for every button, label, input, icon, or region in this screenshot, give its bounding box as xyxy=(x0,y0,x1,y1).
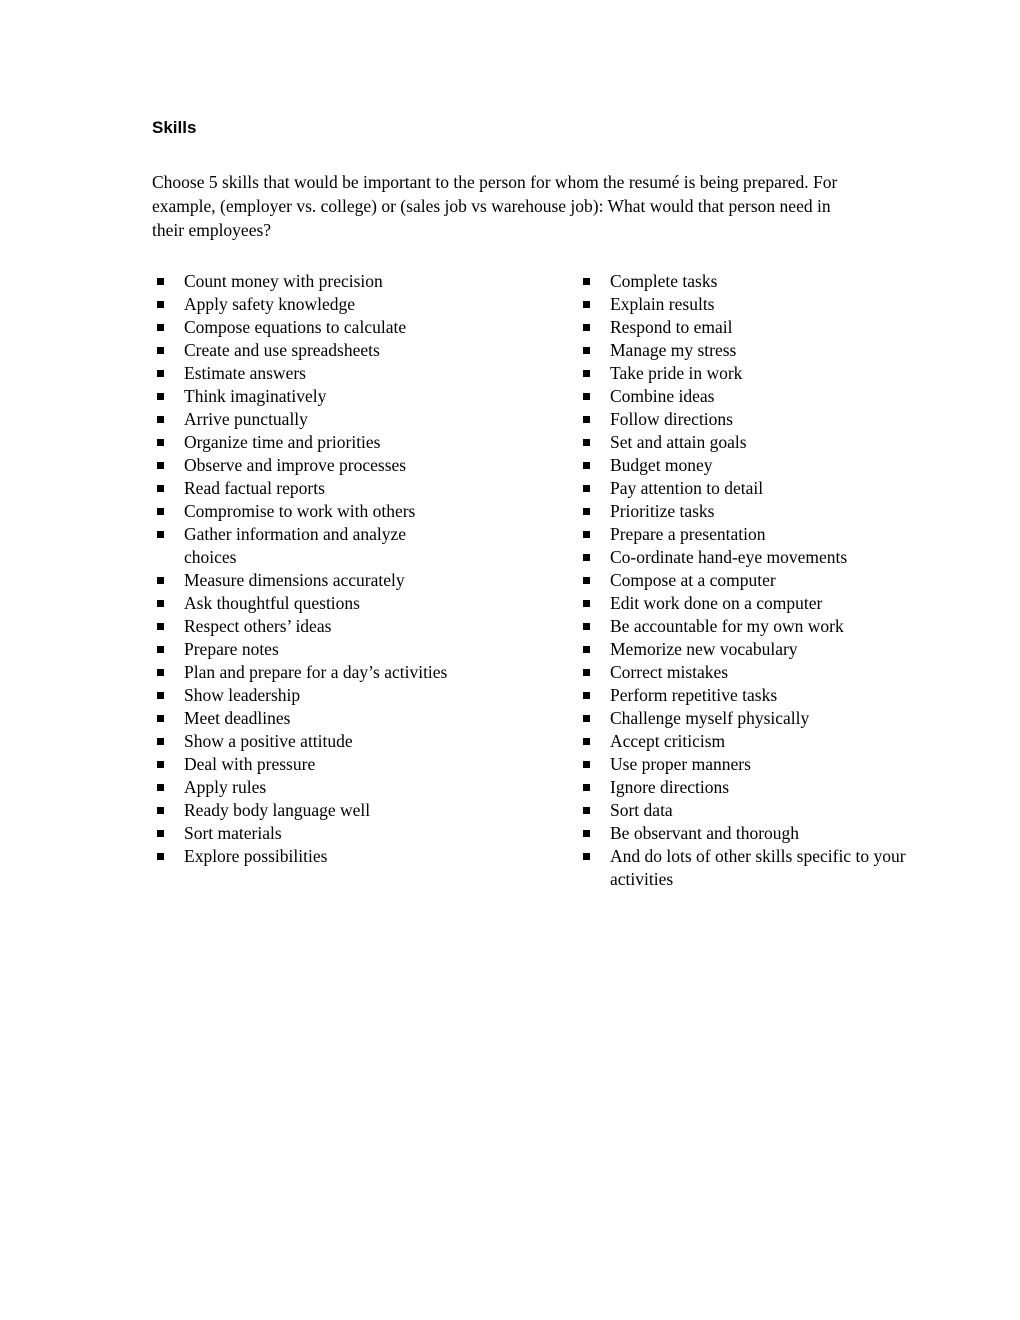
list-item xyxy=(578,454,938,477)
skill-label: Sort data xyxy=(610,800,673,820)
list-item xyxy=(152,270,578,293)
skill-label: Apply rules xyxy=(184,777,267,797)
list-item xyxy=(152,454,578,477)
square-bullet-icon xyxy=(157,531,164,538)
list-item xyxy=(578,569,938,592)
list-item xyxy=(152,822,578,845)
skill-label: Pay attention to detail xyxy=(610,478,764,498)
list-item xyxy=(152,362,578,385)
skill-label: Use proper manners xyxy=(610,754,751,774)
skill-label: Memorize new vocabulary xyxy=(610,639,798,659)
square-bullet-icon xyxy=(157,830,164,837)
list-item xyxy=(152,293,578,316)
square-bullet-icon xyxy=(157,439,164,446)
square-bullet-icon xyxy=(157,807,164,814)
square-bullet-icon xyxy=(157,738,164,745)
list-item xyxy=(152,638,578,661)
skill-label: And do lots of other skills specific to your activities xyxy=(610,846,906,889)
square-bullet-icon xyxy=(583,669,590,676)
square-bullet-icon xyxy=(583,692,590,699)
list-item xyxy=(152,707,578,730)
skill-label: Ready body language well xyxy=(184,800,371,820)
skill-label: Challenge myself physically xyxy=(610,708,810,728)
square-bullet-icon xyxy=(583,416,590,423)
square-bullet-icon xyxy=(583,577,590,584)
skill-label: Show a positive attitude xyxy=(184,731,353,751)
skills-list-right xyxy=(578,270,938,891)
list-item xyxy=(578,592,938,615)
list-item xyxy=(152,408,578,431)
skill-label: Plan and prepare for a day’s activities xyxy=(184,662,448,682)
square-bullet-icon xyxy=(583,508,590,515)
list-item xyxy=(152,569,578,592)
list-item xyxy=(578,293,938,316)
list-item xyxy=(152,477,578,500)
skill-label: Organize time and priorities xyxy=(184,432,381,452)
square-bullet-icon xyxy=(583,761,590,768)
square-bullet-icon xyxy=(583,738,590,745)
square-bullet-icon xyxy=(157,416,164,423)
skill-label: Manage my stress xyxy=(610,340,737,360)
skill-label: Estimate answers xyxy=(184,363,306,383)
square-bullet-icon xyxy=(583,278,590,285)
skill-label: Prioritize tasks xyxy=(610,501,715,521)
list-item xyxy=(578,615,938,638)
skill-label: Observe and improve processes xyxy=(184,455,407,475)
square-bullet-icon xyxy=(583,324,590,331)
skill-label: Combine ideas xyxy=(610,386,715,406)
square-bullet-icon xyxy=(157,623,164,630)
list-item xyxy=(578,661,938,684)
square-bullet-icon xyxy=(583,554,590,561)
square-bullet-icon xyxy=(583,600,590,607)
skills-list-left xyxy=(152,270,578,868)
skill-label: Compromise to work with others xyxy=(184,501,416,521)
skill-label: Arrive punctually xyxy=(184,409,308,429)
skill-label: Ask thoughtful questions xyxy=(184,593,360,613)
list-item xyxy=(578,500,938,523)
skill-label: Budget money xyxy=(610,455,713,475)
skill-label: Perform repetitive tasks xyxy=(610,685,778,705)
square-bullet-icon xyxy=(157,347,164,354)
square-bullet-icon xyxy=(583,853,590,860)
list-item xyxy=(578,753,938,776)
square-bullet-icon xyxy=(583,807,590,814)
skills-columns xyxy=(152,270,910,891)
list-item xyxy=(152,592,578,615)
square-bullet-icon xyxy=(583,370,590,377)
square-bullet-icon xyxy=(157,508,164,515)
skill-label: Co-ordinate hand-eye movements xyxy=(610,547,848,567)
square-bullet-icon xyxy=(583,462,590,469)
skill-label: Explore possibilities xyxy=(184,846,328,866)
skill-label: Set and attain goals xyxy=(610,432,747,452)
skill-label: Gather information and analyze choices xyxy=(184,524,407,567)
square-bullet-icon xyxy=(157,761,164,768)
list-item xyxy=(152,316,578,339)
square-bullet-icon xyxy=(157,715,164,722)
list-item xyxy=(578,845,938,891)
list-item xyxy=(152,799,578,822)
page-title: Skills xyxy=(152,118,197,137)
list-item xyxy=(578,684,938,707)
skill-label: Prepare a presentation xyxy=(610,524,766,544)
square-bullet-icon xyxy=(157,646,164,653)
list-item xyxy=(152,385,578,408)
skill-label: Explain results xyxy=(610,294,715,314)
skill-label: Be accountable for my own work xyxy=(610,616,844,636)
square-bullet-icon xyxy=(583,623,590,630)
skill-label: Measure dimensions accurately xyxy=(184,570,405,590)
skill-label: Compose at a computer xyxy=(610,570,776,590)
square-bullet-icon xyxy=(583,715,590,722)
list-item xyxy=(578,707,938,730)
list-item xyxy=(152,500,578,523)
list-item xyxy=(152,523,578,569)
skill-label: Ignore directions xyxy=(610,777,730,797)
skill-label: Show leadership xyxy=(184,685,301,705)
intro-paragraph: Choose 5 skills that would be important to the person for whom the resumé is being prepared. For example, (employer vs. college) or (sales job vs warehouse job): What would that person need in their employees? xyxy=(152,172,838,240)
square-bullet-icon xyxy=(583,531,590,538)
skill-label: Respect others’ ideas xyxy=(184,616,332,636)
list-item xyxy=(578,477,938,500)
list-item xyxy=(152,776,578,799)
square-bullet-icon xyxy=(157,485,164,492)
skill-label: Apply safety knowledge xyxy=(184,294,356,314)
list-item xyxy=(578,799,938,822)
list-item xyxy=(578,822,938,845)
list-item xyxy=(578,776,938,799)
skill-label: Be observant and thorough xyxy=(610,823,800,843)
list-item xyxy=(152,684,578,707)
square-bullet-icon xyxy=(157,692,164,699)
list-item xyxy=(152,753,578,776)
list-item xyxy=(152,615,578,638)
list-item xyxy=(578,316,938,339)
list-item xyxy=(152,661,578,684)
square-bullet-icon xyxy=(583,485,590,492)
skill-label: Compose equations to calculate xyxy=(184,317,407,337)
list-item xyxy=(578,546,938,569)
square-bullet-icon xyxy=(157,600,164,607)
skill-label: Edit work done on a computer xyxy=(610,593,823,613)
list-item xyxy=(578,385,938,408)
list-item xyxy=(578,638,938,661)
skill-label: Sort materials xyxy=(184,823,282,843)
square-bullet-icon xyxy=(583,439,590,446)
skill-label: Complete tasks xyxy=(610,271,718,291)
list-item xyxy=(578,362,938,385)
list-item xyxy=(578,523,938,546)
square-bullet-icon xyxy=(157,462,164,469)
skill-label: Deal with pressure xyxy=(184,754,316,774)
square-bullet-icon xyxy=(583,347,590,354)
square-bullet-icon xyxy=(157,324,164,331)
square-bullet-icon xyxy=(583,393,590,400)
list-item xyxy=(578,730,938,753)
skill-label: Think imaginatively xyxy=(184,386,327,406)
square-bullet-icon xyxy=(583,646,590,653)
skill-label: Accept criticism xyxy=(610,731,726,751)
square-bullet-icon xyxy=(157,278,164,285)
square-bullet-icon xyxy=(157,669,164,676)
list-item xyxy=(152,339,578,362)
square-bullet-icon xyxy=(157,853,164,860)
list-item xyxy=(152,845,578,868)
skill-label: Take pride in work xyxy=(610,363,743,383)
skill-label: Prepare notes xyxy=(184,639,279,659)
list-item xyxy=(578,270,938,293)
list-item xyxy=(578,431,938,454)
square-bullet-icon xyxy=(583,830,590,837)
square-bullet-icon xyxy=(157,301,164,308)
square-bullet-icon xyxy=(157,577,164,584)
square-bullet-icon xyxy=(157,784,164,791)
skill-label: Count money with precision xyxy=(184,271,383,291)
square-bullet-icon xyxy=(157,393,164,400)
skill-label: Read factual reports xyxy=(184,478,325,498)
skill-label: Correct mistakes xyxy=(610,662,729,682)
square-bullet-icon xyxy=(157,370,164,377)
skill-label: Meet deadlines xyxy=(184,708,291,728)
list-item xyxy=(152,431,578,454)
skill-label: Create and use spreadsheets xyxy=(184,340,380,360)
skill-label: Respond to email xyxy=(610,317,733,337)
list-item xyxy=(152,730,578,753)
skill-label: Follow directions xyxy=(610,409,733,429)
list-item xyxy=(578,339,938,362)
square-bullet-icon xyxy=(583,784,590,791)
list-item xyxy=(578,408,938,431)
square-bullet-icon xyxy=(583,301,590,308)
